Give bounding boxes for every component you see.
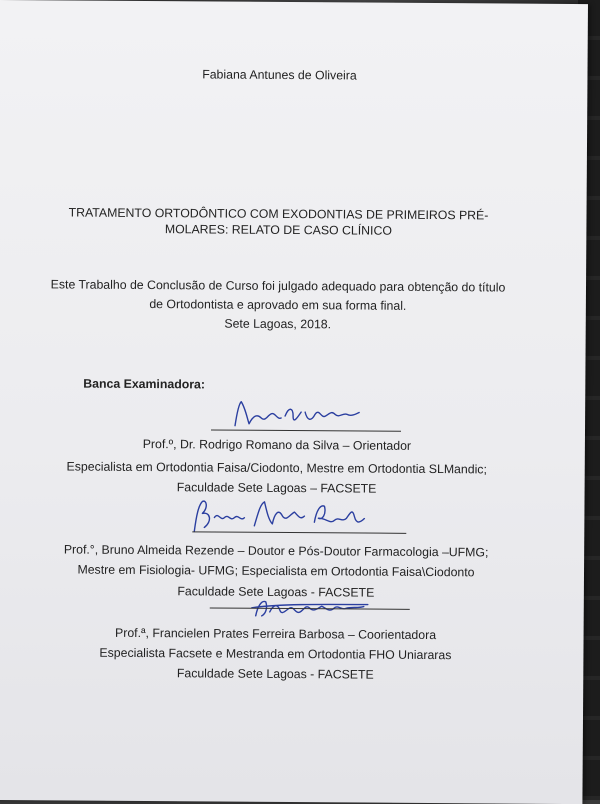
author-name: Fabiana Antunes de Oliveira	[202, 67, 357, 83]
board-heading: Banca Examinadora:	[83, 376, 206, 392]
examiner-3-name: Prof.ª, Francielen Prates Ferreira Barbosa – Coorientadora	[115, 625, 437, 643]
examiner-3-institution: Faculdade Sete Lagoas - FACSETE	[176, 666, 374, 682]
place-date: Sete Lagoas, 2018.	[224, 316, 332, 332]
thesis-title-line-1: TRATAMENTO ORTODÔNTICO COM EXODONTIAS DE PRIMEIROS PRÉ-	[68, 205, 489, 223]
approval-text-line-2: de Ortodontista e aprovado em sua forma final.	[149, 297, 407, 313]
examiner-2-credentials: Mestre em Fisiologia- UFMG; Especialista em Ortodontia Faisa\Ciodonto	[77, 562, 475, 580]
approval-text-line-1: Este Trabalho de Conclusão de Curso foi julgado adequado para obtenção do título	[50, 277, 506, 295]
examiner-1-institution: Faculdade Sete Lagoas – FACSETE	[176, 480, 377, 496]
examiner-3-credentials: Especialista Facsete e Mestranda em Ortodontia FHO Uniararas	[99, 645, 452, 663]
examiner-2-name: Prof.°, Bruno Almeida Rezende – Doutor e Pós-Doutor Farmacologia –UFMG;	[63, 542, 489, 560]
thesis-title-line-2: MOLARES: RELATO DE CASO CLÍNICO	[164, 222, 392, 238]
examiner-2-institution: Faculdade Sete Lagoas - FACSETE	[177, 584, 375, 600]
examiner-1-name: Prof.º, Dr. Rodrigo Romano da Silva – Orientador	[142, 437, 412, 453]
examiner-1-credentials: Especialista em Ortodontia Faisa/Ciodonto, Mestre em Ortodontia SLMandic;	[66, 459, 487, 477]
